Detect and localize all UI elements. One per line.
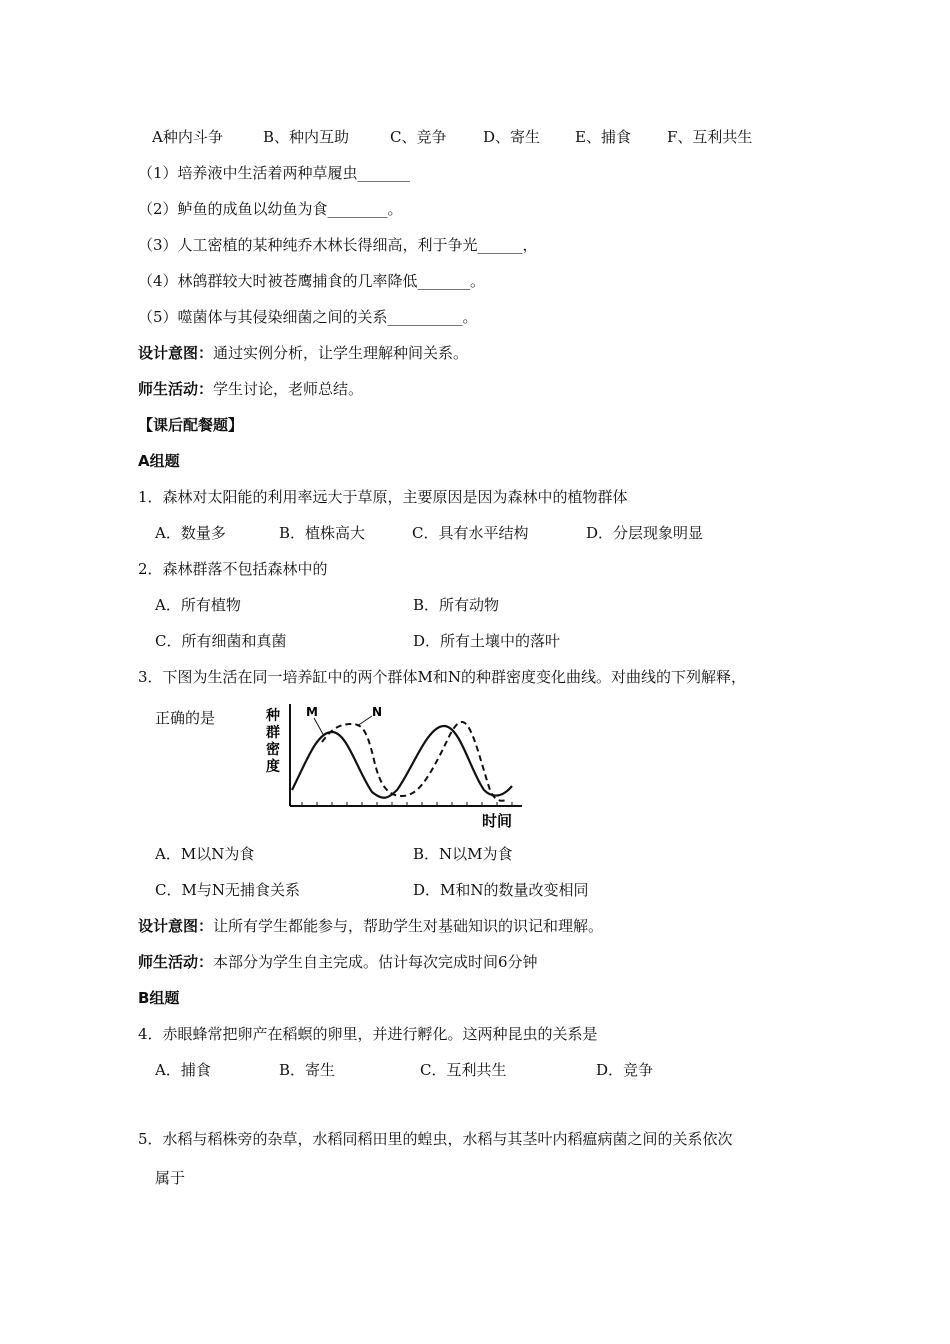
q2-option-d: D．所有土壤中的落叶	[413, 632, 561, 650]
q1-option-b: B．植株高大	[279, 524, 366, 542]
teacher-activity-text: 本部分为学生自主完成。估计每次完成时间6分钟	[213, 953, 538, 971]
question-1-stem: 1．森林对太阳能的利用率远大于草原，主要原因是因为森林中的植物群体	[138, 488, 628, 506]
question-3-stem-continued: 正确的是	[155, 709, 216, 727]
q4-option-b: B．寄生	[279, 1061, 336, 1079]
item-3: （3）人工密植的某种纯乔木林长得细高，利于争光______，	[138, 236, 538, 254]
question-3-stem: 3．下图为生活在同一培养缸中的两个群体M和N的种群密度变化曲线。对曲线的下列解释，	[138, 668, 747, 686]
design-intent-text: 通过实例分析，让学生理解种间关系。	[213, 344, 469, 362]
teacher-activity-label: 师生活动：	[138, 380, 214, 398]
figure-ylabel-3: 密	[266, 742, 280, 758]
group-b-heading: B组题	[138, 989, 180, 1007]
item-4: （4）林鸽群较大时被苍鹰捕食的几率降低_______。	[138, 272, 486, 290]
q1-option-d: D．分层现象明显	[586, 524, 704, 542]
figure-xlabel: 时间	[482, 812, 513, 830]
question-5-stem: 5．水稻与稻株旁的杂草，水稻同稻田里的蝗虫，水稻与其茎叶内稻瘟病菌之间的关系依次	[138, 1130, 733, 1148]
question-5-stem-continued: 属于	[155, 1169, 186, 1187]
teacher-activity-label: 师生活动：	[138, 953, 214, 971]
q1-option-c: C．具有水平结构	[412, 524, 529, 542]
figure-ylabel-1: 种	[266, 708, 280, 724]
option-b-intraspecific-help: B、种内互助	[263, 128, 350, 146]
design-intent-label: 设计意图：	[138, 344, 214, 362]
design-intent-label: 设计意图：	[138, 917, 214, 935]
q1-option-a: A．数量多	[155, 524, 226, 542]
q3-option-a: A．M以N为食	[155, 845, 255, 863]
pointer-n	[357, 716, 372, 726]
design-intent-2	[138, 916, 603, 936]
design-intent-1	[138, 343, 468, 363]
figure-label-m: M	[306, 705, 318, 719]
option-c-competition: C、竞争	[390, 128, 447, 146]
q2-option-a: A．所有植物	[155, 596, 241, 614]
teacher-activity-text: 学生讨论，老师总结。	[213, 380, 364, 398]
q3-option-c: C．M与N无捕食关系	[155, 881, 300, 899]
q4-option-c: C．互利共生	[420, 1061, 507, 1079]
population-density-figure	[262, 700, 526, 832]
q2-option-b: B．所有动物	[413, 596, 500, 614]
figure-label-n: N	[372, 705, 383, 719]
q4-option-a: A．捕食	[155, 1061, 211, 1079]
question-4-stem: 4．赤眼蜂常把卵产在稻螟的卵里，并进行孵化。这两种昆虫的关系是	[138, 1025, 598, 1043]
q3-option-b: B．N以M为食	[413, 845, 513, 863]
item-5: （5）噬菌体与其侵染细菌之间的关系__________。	[138, 308, 478, 326]
figure-ylabel-2: 群	[266, 725, 280, 741]
option-a-intraspecific-struggle: A种内斗争	[152, 128, 223, 146]
question-2-stem: 2．森林群落不包括森林中的	[138, 560, 328, 578]
teacher-activity-2	[138, 952, 538, 972]
option-e-predation: E、捕食	[575, 128, 631, 146]
option-d-parasitism: D、寄生	[483, 128, 541, 146]
q4-option-d: D．竞争	[596, 1061, 654, 1079]
section-title: 【课后配餐题】	[138, 416, 244, 434]
item-2: （2）鲈鱼的成鱼以幼鱼为食________。	[138, 200, 403, 218]
q2-option-c: C．所有细菌和真菌	[155, 632, 287, 650]
figure-ylabel-4: 度	[266, 759, 280, 775]
option-f-mutualism: F、互利共生	[667, 128, 753, 146]
design-intent-text: 让所有学生都能参与，帮助学生对基础知识的识记和理解。	[213, 917, 604, 935]
q3-option-d: D．M和N的数量改变相同	[413, 881, 589, 899]
pointer-m	[314, 718, 324, 736]
teacher-activity-1	[138, 379, 363, 399]
group-a-heading: A组题	[138, 452, 180, 470]
item-1: （1）培养液中生活着两种草履虫_______	[138, 164, 411, 182]
